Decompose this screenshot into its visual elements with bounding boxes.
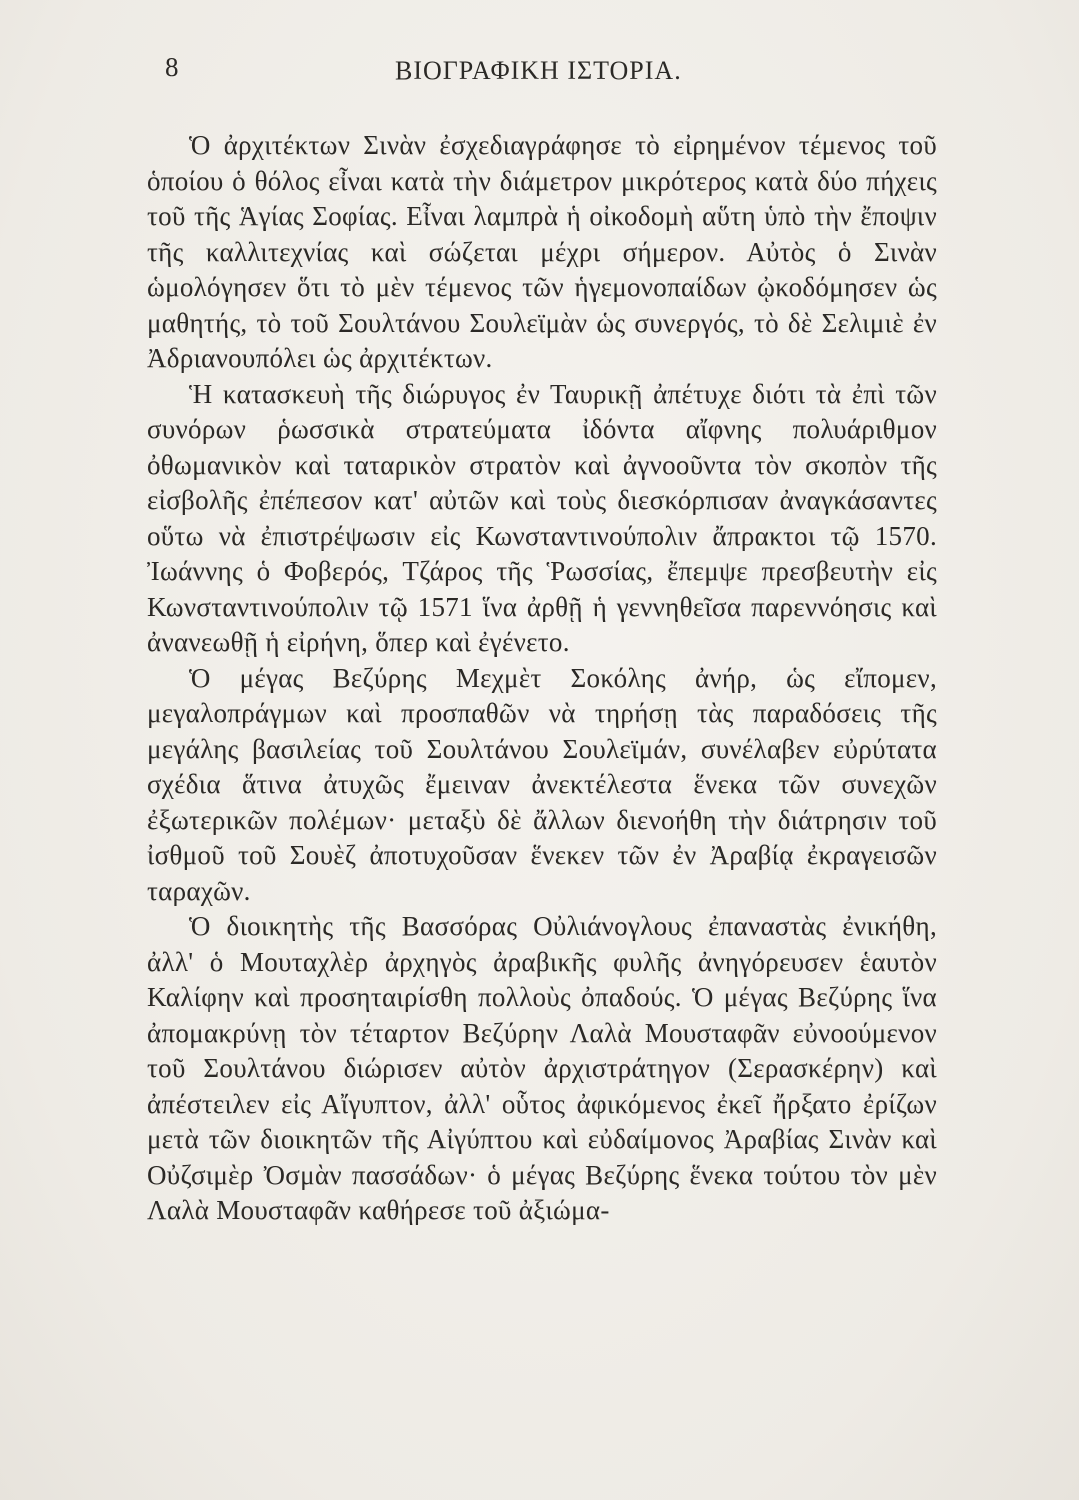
running-title: ΒΙΟΓΡΑΦΙΚΗ ΙΣΤΟΡΙΑ. [395, 56, 682, 85]
body-text [147, 128, 937, 1229]
paragraph-architect-sinan: Ὁ ἀρχιτέκτων Σινὰν ἐσχεδιαγράφησε τὸ εἰρημένον τέμενος τοῦ ὁποίου ὁ θόλος εἶναι κατὰ τὴν διάμετρον μικρότερος κατὰ δύο πήχεις τοῦ τῆς Ἁγίας Σοφίας. Εἶναι λαμπρὰ ἡ οἰκοδομὴ αὕτη ὑπὸ τὴν ἔποψιν τῆς καλλιτεχνίας καὶ σώζεται μέχρι σήμερον. Αὐτὸς ὁ Σινὰν ὡμολόγησεν ὅτι τὸ μὲν τέμενος τῶν ἡγεμονοπαίδων ᾠκοδόμησεν ὡς μαθητής, τὸ τοῦ Σουλτάνου Σουλεϊμὰν ὡς συνεργός, τὸ δὲ Σελιμιὲ ἐν Ἀδριανουπόλει ὡς ἀρχιτέκτων. [147, 130, 937, 373]
page-header [0, 52, 1079, 96]
paragraph-grand-vizier-sokolli: Ὁ μέγας Βεζύρης Μεχμὲτ Σοκόλης ἀνήρ, ὡς εἴπομεν, μεγαλοπράγμων καὶ προσπαθῶν νὰ τηρήσῃ τὰς παραδόσεις τῆς μεγάλης βασιλείας τοῦ Σουλτάνου Σουλεϊμάν, συνέλαβεν εὐρύτατα σχέδια ἅτινα ἀτυχῶς ἔμειναν ἀνεκτέλεστα ἕνεκα τῶν συνεχῶν ἐξωτερικῶν πολέμων· μεταξὺ δὲ ἄλλων διενοήθη τὴν διάτρησιν τοῦ ἰσθμοῦ τοῦ Σουὲζ ἀποτυχοῦσαν ἕνεκεν τῶν ἐν Ἀραβίᾳ ἐκραγεισῶν ταραχῶν. [147, 662, 937, 906]
paragraph-governor-basra: Ὁ διοικητὴς τῆς Βασσόρας Οὐλιάνογλους ἐπαναστὰς ἐνικήθη, ἀλλ' ὁ Μουταχλὲρ ἀρχηγὸς ἀραβικῆς φυλῆς ἀνηγόρευσεν ἑαυτὸν Καλίφην καὶ προσηταιρίσθη πολλοὺς ὀπαδούς. Ὁ μέγας Βεζύρης ἵνα ἀπομακρύνῃ τὸν τέταρτον Βεζύρην Λαλὰ Μουσταφᾶν εὐνοούμενον τοῦ Σουλτάνου διώρισεν αὐτὸν ἀρχιστράτηγον (Σερασκέρην) καὶ ἀπέστειλεν εἰς Αἴγυπτον, ἀλλ' οὗτος ἀφικόμενος ἐκεῖ ἤρξατο ἐρίζων μετὰ τῶν διοικητῶν τῆς Αἰγύπτου καὶ εὐδαίμονος Ἀραβίας Σινὰν καὶ Οὐζσιμὲρ Ὀσμὰν πασσάδων· ὁ μέγας Βεζύρης ἕνεκα τούτου τὸν μὲν Λαλὰ Μουσταφᾶν καθήρεσε τοῦ ἀξιώμα- [147, 911, 937, 1225]
page-number: 8 [165, 52, 179, 82]
paragraph-canal-taurica: Ἡ κατασκευὴ τῆς διώρυγος ἐν Ταυρικῇ ἀπέτυχε διότι τὰ ἐπὶ τῶν συνόρων ῥωσσικὰ στρατεύματα ἰδόντα αἴφνης πολυάριθμον ὀθωμανικὸν καὶ ταταρικὸν στρατὸν καὶ ἀγνοοῦντα τὸν σκοπὸν τῆς εἰσβολῆς ἐπέπεσον κατ' αὐτῶν καὶ τοὺς διεσκόρπισαν ἀναγκάσαντες οὕτω νὰ ἐπιστρέψωσιν εἰς Κωνσταντινούπολιν ἄπρακτοι τῷ 1570. Ἰωάννης ὁ Φοβερός, Τζάρος τῆς Ῥωσσίας, ἔπεμψε πρεσβευτὴν εἰς Κωνσταντινούπολιν τῷ 1571 ἵνα ἀρθῇ ἡ γεννηθεῖσα παρεννόησις καὶ ἀνανεωθῇ ἡ εἰρήνη, ὅπερ καὶ ἐγένετο. [147, 378, 937, 657]
